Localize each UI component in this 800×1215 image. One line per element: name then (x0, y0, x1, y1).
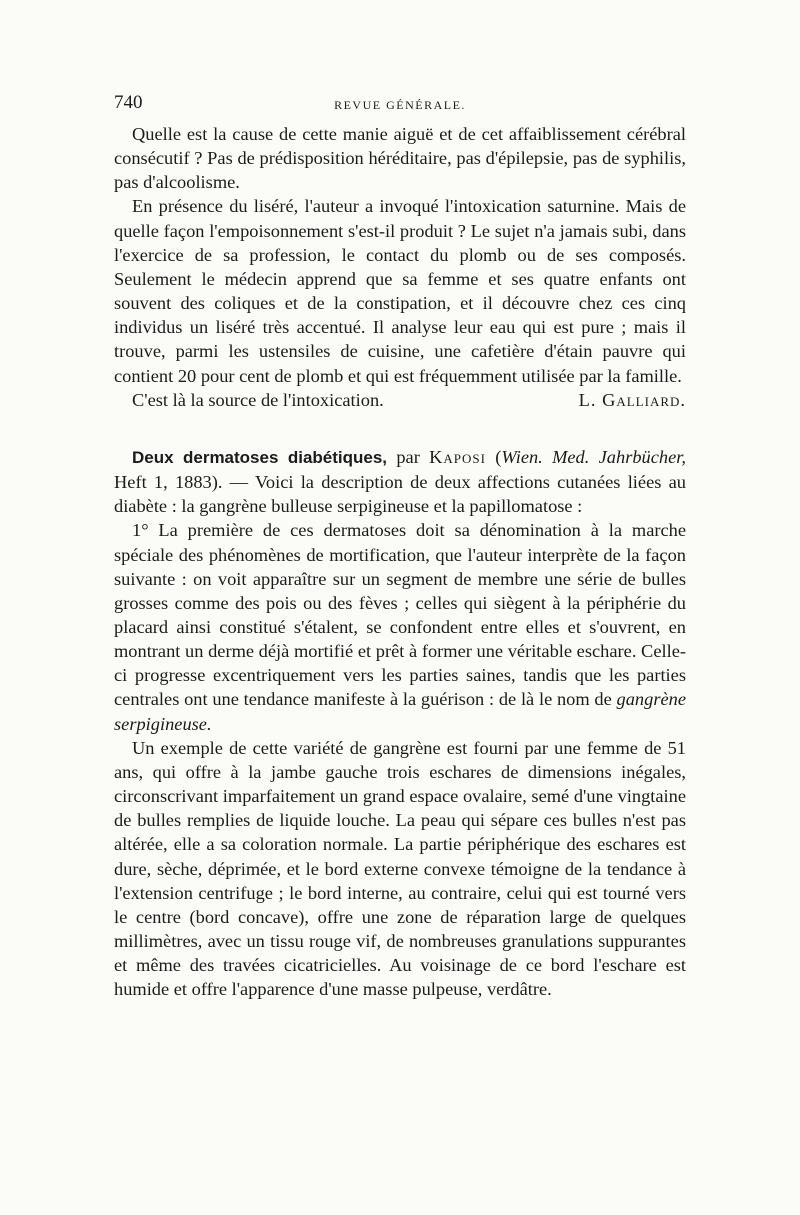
paragraph-example: Un exemple de cette variété de gangrène est fourni par une femme de 51 ans, qui offre à la jambe gauche trois eschares de dimensions inégales, circonscrivant imparfaitement un grand espace ovalaire, semé d'une vingtaine de bulles remplies de liquide louche. La peau qui sépare ces bulles n'est pas altérée, elle a sa coloration normale. La partie périphérique des eschares est dure, sèche, déprimée, et le bord externe convexe témoigne de la tendance à l'extension centrifuge ; le bord interne, au contraire, celui qui est tourné vers le centre (bord concave), offre une zone de réparation large de quelques millimètres, avec un tissu rouge vif, de nombreuses granulations suppurantes et même des travées cicatricielles. Au voisinage de ce bord l'eschare est humide et offre l'apparence d'une masse pulpeuse, verdâtre. (114, 737, 686, 1000)
citation-journal: Wien. Med. Jahrbücher, (501, 446, 686, 467)
citation-open: ( (485, 446, 502, 467)
paragraph-intoxication: En présence du liséré, l'auteur a invoqué l'intoxication saturnine. Mais de quelle façon l'empoisonnement s'est-il produit ? Le sujet n'a jamais subi, dans l'exercice de sa profession, le contact du plomb ou de ses composés. Seulement le médecin apprend que sa femme et ses quatre enfants ont souvent des coliques et de la constipation, et il découvre chez ces cinq individus un liséré très accentué. Il analyse leur eau qui est pure ; mais il trouve, parmi les ustensiles de cuisine, une cafetière d'étain pauvre qui contient 20 pour cent de plomb et qui est fréquemment utilisée par la famille. (114, 196, 686, 386)
gangrene-description: 1° La première de ces dermatoses doit sa dénomination à la marche spéciale des phénomènes de mortification, que l'auteur interprète de la façon suivante : on voit apparaître sur un segment de membre une série de bulles grosses comme des pois ou des fèves ; celles qui siègent à la périphérie du placard ainsi constitué s'étalent, se confondent entre elles et s'ouvrent, en montrant un derme déjà mortifié et prêt à former une véritable eschare. Celle-ci progresse excentriquement vers les parties saines, tandis que les parties centrales ont une tendance manifeste à la guérison : de là le nom de (114, 520, 686, 710)
journal-page (114, 92, 686, 1001)
paragraph-gangrene (114, 518, 686, 735)
article-intro (114, 445, 686, 518)
author-signature: L. Galliard. (578, 389, 686, 410)
paragraph-cause: Quelle est la cause de cette manie aiguë et de cet affaiblissement cérébral consécutif ? Pas de prédisposition héréditaire, pas d'épilepsie, pas de syphilis, pas d'alcoolisme. (114, 124, 686, 193)
article-by: par (387, 446, 430, 467)
citation-rest: Heft 1, 1883). — Voici la description de deux affections cutanées liées au diabète : la gangrène bulleuse serpigineuse et la papillomatose : (114, 472, 686, 517)
conclusion-text: C'est là la source de l'intoxication. (132, 389, 384, 410)
gangrene-term: gangrène serpigineuse. (114, 689, 686, 734)
section-gap (114, 412, 686, 445)
conclusion-line (114, 388, 686, 412)
page-header (114, 92, 686, 122)
article-author: Kaposi (429, 446, 486, 467)
page-number: 740 (114, 92, 143, 113)
running-title: REVUE GÉNÉRALE. (334, 98, 466, 112)
article-title: Deux dermatoses diabétiques, (132, 447, 388, 467)
